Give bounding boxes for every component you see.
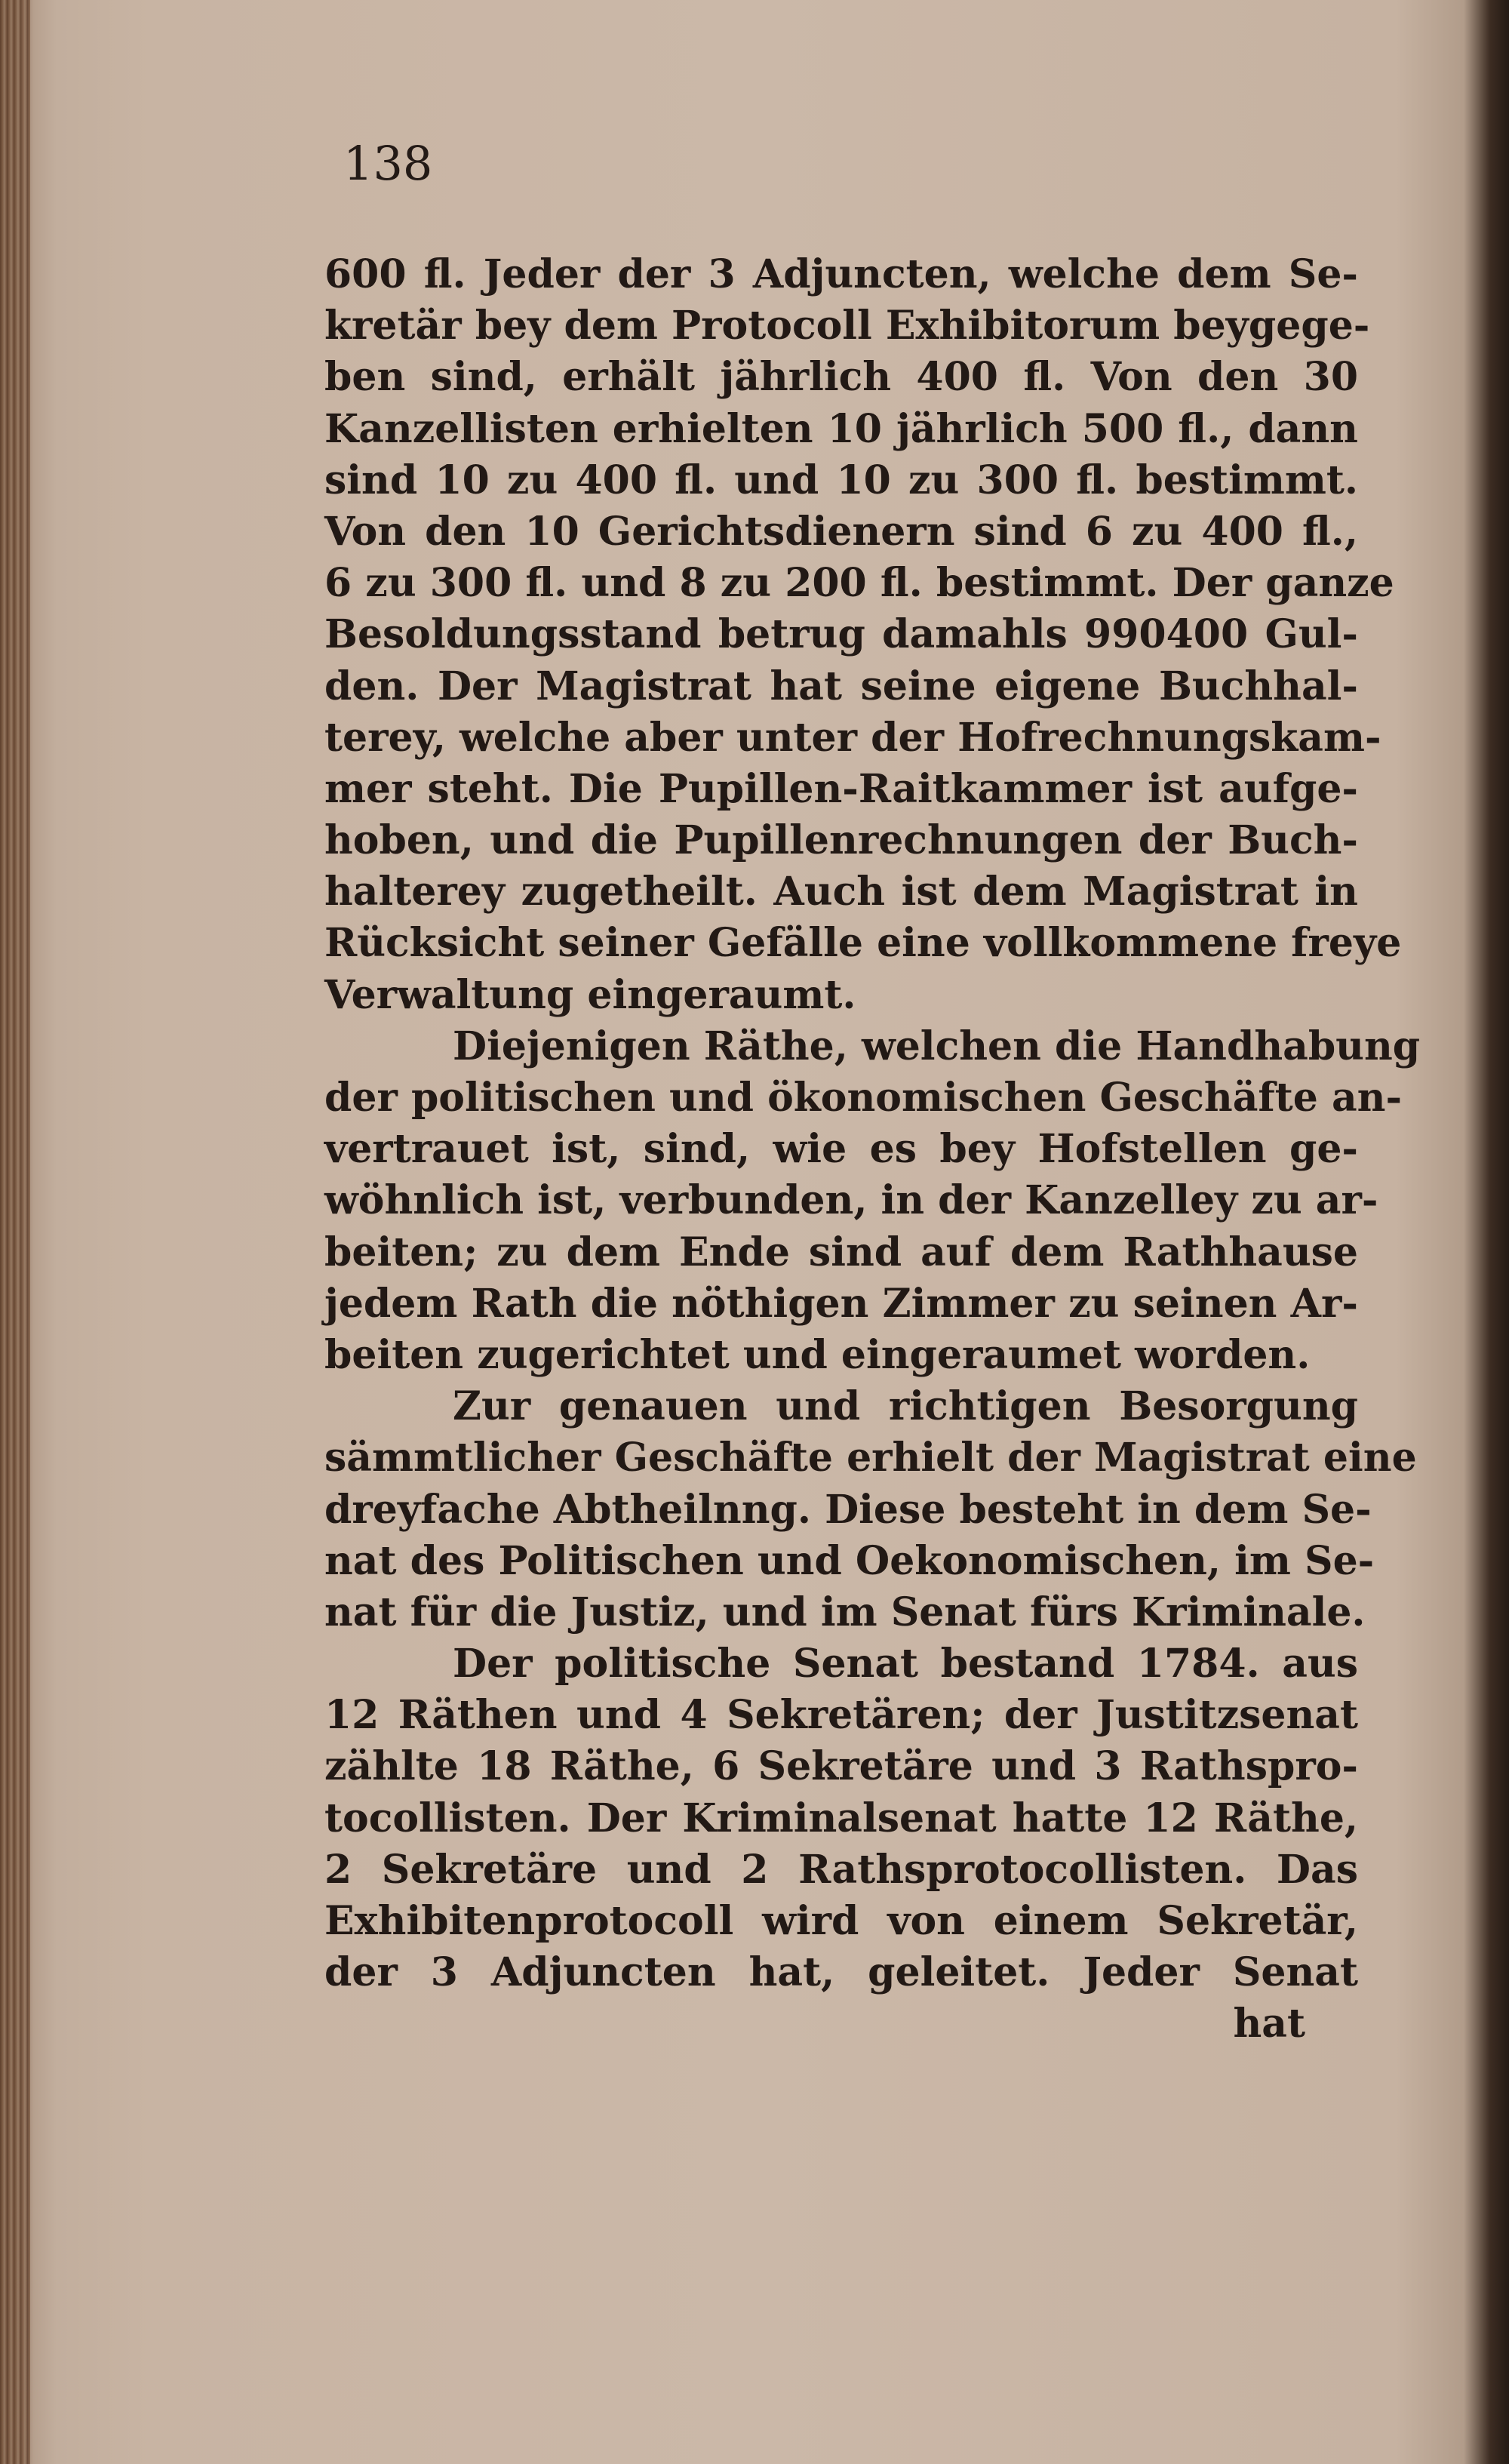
text-line: wöhnlich ist, verbunden, in der Kanzelley zu ar-: [324, 1177, 1378, 1224]
text-line: terey, welche aber unter der Hofrechnungskam-: [324, 714, 1381, 761]
text-line: Kanzellisten erhielten 10 jährlich 500 fl., dann: [324, 405, 1358, 452]
text-line: mer steht. Die Pupillen-Raitkammer ist aufge-: [324, 765, 1358, 812]
text-line: sämmtlicher Geschäfte erhielt der Magistrat eine: [324, 1435, 1417, 1481]
text-line: nat für die Justiz, und im Senat fürs Kriminale.: [324, 1589, 1366, 1635]
page-number: 138: [343, 136, 433, 191]
text-line: 2 Sekretäre und 2 Rathsprotocollisten. Das: [324, 1846, 1358, 1893]
text-line: Besoldungsstand betrug damahls 990400 Gul-: [324, 611, 1358, 658]
text-line: Rücksicht seiner Gefälle eine vollkommene freye: [324, 920, 1402, 967]
text-line: hoben, und die Pupillenrechnungen der Buch-: [324, 817, 1358, 864]
text-line: jedem Rath die nöthigen Zimmer zu seinen Ar-: [324, 1280, 1358, 1327]
text-line: Verwaltung eingeraumt.: [324, 971, 856, 1018]
text-line: beiten; zu dem Ende sind auf dem Rathhause: [324, 1229, 1358, 1275]
text-line: 600 fl. Jeder der 3 Adjuncten, welche dem Se-: [324, 251, 1358, 297]
text-line: den. Der Magistrat hat seine eigene Buchhal-: [324, 663, 1358, 709]
catchword: hat: [1233, 2001, 1305, 2047]
text-line: nat des Politischen und Oekonomischen, im Se-: [324, 1537, 1375, 1584]
text-line: der 3 Adjuncten hat, geleitet. Jeder Senat: [324, 1949, 1358, 1996]
text-line: Exhibitenprotocoll wird von einem Sekretär,: [324, 1898, 1358, 1944]
text-line: halterey zugetheilt. Auch ist dem Magistrat in: [324, 869, 1358, 915]
text-line: vertrauet ist, sind, wie es bey Hofstellen ge-: [324, 1126, 1358, 1173]
text-line: zählte 18 Räthe, 6 Sekretäre und 3 Rathspro-: [324, 1743, 1358, 1790]
text-line: dreyfache Abtheilnng. Diese besteht in dem Se-: [324, 1486, 1372, 1533]
text-line: Der politische Senat bestand 1784. aus: [453, 1641, 1358, 1687]
text-line: Zur genauen und richtigen Besorgung: [453, 1383, 1358, 1430]
text-line: der politischen und ökonomischen Geschäfte an-: [324, 1075, 1403, 1121]
text-line: Diejenigen Räthe, welchen die Handhabung: [453, 1023, 1421, 1069]
text-line: 12 Räthen und 4 Sekretären; der Justitzsenat: [324, 1692, 1358, 1739]
text-line: beiten zugerichtet und eingeraumet worden.: [324, 1331, 1311, 1378]
text-line: sind 10 zu 400 fl. und 10 zu 300 fl. bestimmt.: [324, 457, 1358, 503]
text-line: tocollisten. Der Kriminalsenat hatte 12 Räthe,: [324, 1795, 1358, 1841]
text-line: ben sind, erhält jährlich 400 fl. Von den 30: [324, 354, 1358, 401]
text-line: kretär bey dem Protocoll Exhibitorum beygege-: [324, 303, 1370, 349]
text-block: [324, 249, 1421, 2050]
text-line: Von den 10 Gerichtsdienern sind 6 zu 400 fl.,: [324, 508, 1358, 555]
text-line: 6 zu 300 fl. und 8 zu 200 fl. bestimmt. Der ganze: [324, 560, 1394, 607]
page-edge: [0, 0, 30, 2464]
